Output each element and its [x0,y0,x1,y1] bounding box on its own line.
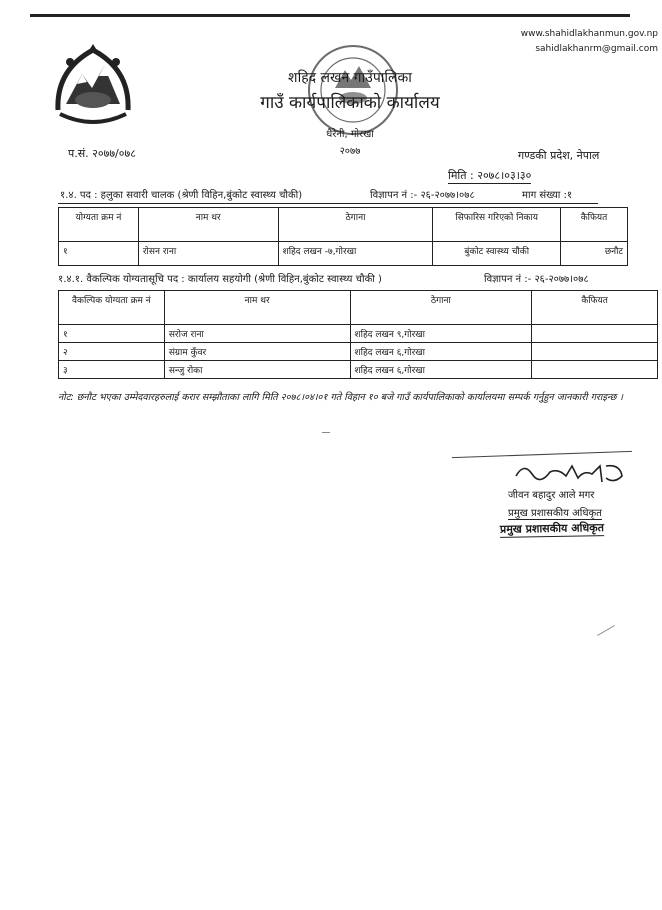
section1-rule [58,203,598,204]
column-header: ठेगाना [278,208,433,242]
name-cell: सरोज राना [164,325,350,343]
remarks-cell [532,361,658,379]
letter-number: प.सं. २०७७/०७८ [68,147,136,160]
remarks-cell [532,325,658,343]
office-location: धैरेनी, गोरखा [326,129,374,140]
website-text: www.shahidlakhanmun.gov.np [520,29,658,39]
signatory-title: प्रमुख प्रशासकीय अधिकृत [508,505,602,520]
alternate-list-table [58,290,658,379]
address-cell: शहिद लखन ९,गोरखा [350,325,532,343]
nepal-emblem-icon [52,40,134,126]
agency-cell: बुंकोट स्वास्थ्य चौकी [433,242,561,266]
office-year: २०७७ [339,146,361,157]
table-row [59,242,628,266]
section2-advert: विज्ञापन नं :- २६-२०७७।०७८ [484,274,589,285]
address-cell: शहिद लखन ६,गोरखा [350,343,532,361]
name-cell: संग्राम कुँवर [164,343,350,361]
table-row [59,325,658,343]
letter-date: मिति : २०७८।०३।३० [448,169,532,182]
signature-icon [510,458,630,488]
notice-note: नोट: छनौट भएका उम्मेदवारहरुलाई करार सम्झौताका लागि मिति २०७८।०४।०१ गते विहान १० बजे गाउँ कार्यपालिकाको कार्यालयमा सम्पर्क गर्नुहुन जानकारी गराइन्छ । [58,392,623,403]
municipality-name: शहिद लखन गाउँपालिका [288,70,412,86]
column-header: वैकल्पिक योग्यता क्रम नं [59,291,165,325]
column-header: नाम थर [164,291,350,325]
section1-advert: विज्ञापन नं :- २६-२०७७।०७८ [370,190,475,201]
signatory-stamp: प्रमुख प्रशासकीय अधिकृत [499,521,605,536]
table-header-row [59,208,628,242]
selected-candidate-table [58,207,628,266]
office-name: गाउँ कार्यपालिकाको कार्यालय [260,93,440,113]
column-header: योग्यता क्रम नं [59,208,139,242]
rank-cell: ३ [59,361,165,379]
email-text: sahidlakhanrm@gmail.com [535,44,658,54]
scan-mark [597,625,615,636]
section1-title: १.४. पद : हलुका सवारी चालक (श्रेणी विहिन,बुंकोट स्वास्थ्य चौकी) [60,190,303,201]
name-cell: सन्जु रोका [164,361,350,379]
province-text: गण्डकी प्रदेश, नेपाल [518,149,600,162]
remarks-cell: छनौट [561,242,628,266]
rank-cell: १ [59,325,165,343]
scan-mark [322,432,330,433]
address-cell: शहिद लखन -७,गोरखा [278,242,433,266]
signatory-name: जीवन बहादुर आले मगर [508,490,595,501]
column-header: नाम थर [138,208,278,242]
address-cell: शहिद लखन ६,गोरखा [350,361,532,379]
top-rule [30,14,630,17]
table-row [59,343,658,361]
rank-cell: २ [59,343,165,361]
table-header-row [59,291,658,325]
section2-title: १.४.१. वैकल्पिक योग्यतासूचि पद : कार्यालय सहयोगी (श्रेणी विहिन,बुंकोट स्वास्थ्य चौकी ) [58,274,382,285]
column-header: ठेगाना [350,291,532,325]
name-cell: रोसन राना [138,242,278,266]
column-header: कैफियत [561,208,628,242]
table-row [59,361,658,379]
rank-cell: १ [59,242,139,266]
column-header: सिफारिस गरिएको निकाय [433,208,561,242]
section1-demand: माग संख्या :१ [522,190,573,201]
column-header: कैफियत [532,291,658,325]
remarks-cell [532,343,658,361]
